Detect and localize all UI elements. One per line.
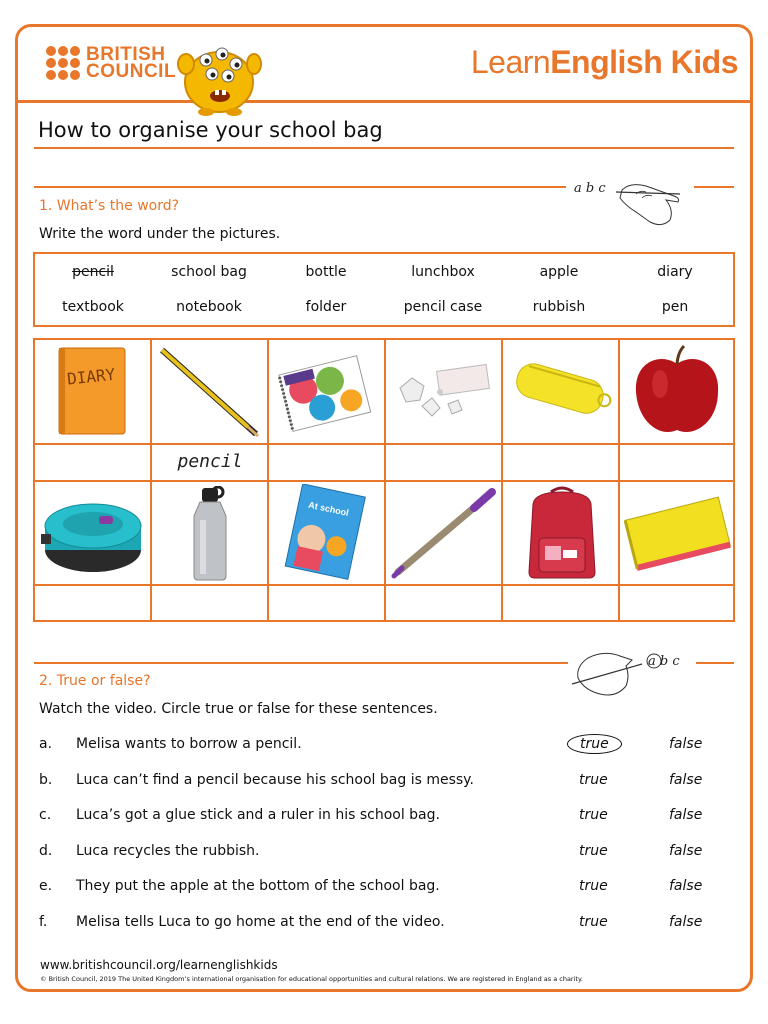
word-bank — [33, 252, 735, 327]
tf-sentence: Luca can’t find a pencil because his school bag is messy. — [76, 772, 474, 788]
writing-hand-icon — [570, 172, 690, 232]
false-option[interactable]: false — [669, 772, 703, 788]
true-option[interactable]: true — [579, 914, 608, 930]
tf-item-f — [39, 914, 729, 934]
tf-sentence: Luca recycles the rubbish. — [76, 843, 260, 859]
word-textbook: textbook — [62, 299, 124, 315]
answer-cell-bottle[interactable] — [152, 586, 269, 620]
answer-cell-school-bag[interactable] — [503, 586, 620, 620]
folder-icon — [624, 494, 732, 574]
tf-sentence: They put the apple at the bottom of the school bag. — [76, 878, 440, 894]
word-apple: apple — [539, 264, 579, 280]
diary-cover-text: DIARY — [66, 364, 117, 389]
logo-line2: COUNCIL — [86, 61, 177, 82]
tf-letter: e. — [39, 878, 53, 894]
notebook-icon — [275, 354, 379, 434]
true-option-circled[interactable]: true — [567, 734, 622, 754]
false-option[interactable]: false — [669, 843, 703, 859]
word-diary: diary — [657, 264, 693, 280]
word-school-bag: school bag — [171, 264, 247, 280]
section2-rule-left — [34, 662, 568, 664]
picture-cell-folder — [620, 482, 735, 586]
logo-line1: BRITISH — [86, 44, 166, 65]
false-option[interactable]: false — [669, 914, 703, 930]
picture-cell-lunchbox — [35, 482, 152, 586]
word-notebook: notebook — [176, 299, 242, 315]
answer-cell-apple[interactable] — [620, 445, 735, 482]
answer-cell-pen[interactable] — [386, 586, 503, 620]
picture-cell-apple — [620, 340, 735, 445]
tf-item-c — [39, 807, 729, 827]
lunchbox-icon — [39, 490, 147, 578]
picture-cell-rubbish — [386, 340, 503, 445]
diary-icon — [53, 346, 133, 438]
answer-cell-pencil-case[interactable] — [503, 445, 620, 482]
section1-rule-right — [694, 186, 734, 188]
picture-cell-diary — [35, 340, 152, 445]
word-bottle: bottle — [305, 264, 347, 280]
logo-dots — [46, 46, 80, 80]
section1-title: 1. What’s the word? — [39, 198, 180, 214]
bottle-icon — [186, 486, 236, 582]
word-pen: pen — [661, 299, 689, 315]
tf-sentence: Melisa wants to borrow a pencil. — [76, 736, 302, 752]
footer-url-link[interactable]: www.britishcouncil.org/learnenglishkids — [40, 958, 278, 972]
writing-hand-circle-icon — [570, 644, 694, 706]
answer-cell-notebook[interactable] — [269, 445, 386, 482]
answer-cell-lunchbox[interactable] — [35, 586, 152, 620]
true-option[interactable]: true — [579, 878, 608, 894]
answer-cell-diary[interactable] — [35, 445, 152, 482]
false-option[interactable]: false — [669, 736, 703, 752]
page-title: How to organise your school bag — [38, 118, 383, 142]
picture-cell-bottle — [152, 482, 269, 586]
tf-item-b — [39, 772, 729, 792]
false-option[interactable]: false — [669, 878, 703, 894]
tf-item-e — [39, 878, 729, 898]
picture-cell-textbook — [269, 482, 386, 586]
false-option[interactable]: false — [669, 807, 703, 823]
picture-cell-pencil-case — [503, 340, 620, 445]
word-folder: folder — [305, 299, 347, 315]
textbook-cover-text: At school — [307, 499, 350, 518]
answer-cell-rubbish[interactable] — [386, 445, 503, 482]
word-pencil: pencil — [72, 264, 114, 280]
picture-cell-pencil — [152, 340, 269, 445]
section2-title: 2. True or false? — [39, 673, 151, 689]
tf-letter: c. — [39, 807, 52, 823]
word-rubbish: rubbish — [532, 299, 586, 315]
logo-learn: Learn — [470, 44, 551, 80]
pencil-case-icon — [509, 354, 613, 430]
section2-instruction: Watch the video. Circle true or false for these sentences. — [39, 701, 438, 717]
true-option[interactable]: true — [579, 772, 608, 788]
answer-cell-folder[interactable] — [620, 586, 735, 620]
tf-item-a — [39, 736, 729, 756]
tf-sentence: Luca’s got a glue stick and a ruler in his school bag. — [76, 807, 440, 823]
tf-letter: d. — [39, 843, 53, 859]
british-council-logo — [46, 46, 176, 80]
apple-icon — [630, 344, 724, 440]
true-option[interactable]: true — [579, 843, 608, 859]
rubbish-icon — [392, 358, 496, 426]
title-underline — [34, 147, 734, 149]
header-divider — [18, 100, 750, 103]
picture-cell-pen — [386, 482, 503, 586]
tf-item-d — [39, 843, 729, 863]
logo-english-kids: English Kids — [550, 44, 738, 80]
tf-letter: b. — [39, 772, 53, 788]
true-option[interactable]: true — [579, 807, 608, 823]
word-lunchbox: lunchbox — [411, 264, 475, 280]
learnenglish-kids-logo — [471, 44, 738, 81]
picture-cell-school-bag — [503, 482, 620, 586]
monster-mascot-icon — [176, 36, 262, 116]
answer-cell-textbook[interactable] — [269, 586, 386, 620]
word-pencil-case: pencil case — [403, 299, 483, 315]
section1-instruction: Write the word under the pictures. — [39, 226, 281, 242]
pencil-icon — [156, 344, 264, 440]
textbook-icon — [277, 484, 377, 582]
answer-cell-pencil[interactable] — [152, 445, 269, 482]
tf-sentence: Melisa tells Luca to go home at the end of the video. — [76, 914, 445, 930]
picture-grid — [33, 338, 735, 622]
pen-icon — [390, 488, 498, 580]
abc-text-1: a b c — [574, 181, 606, 196]
tf-letter: a. — [39, 736, 53, 752]
answer-text: pencil — [177, 451, 243, 472]
section1-rule-left — [34, 186, 566, 188]
section2-rule-right — [696, 662, 734, 664]
school-bag-icon — [525, 484, 599, 582]
picture-cell-notebook — [269, 340, 386, 445]
abc-text-2: a b c — [648, 654, 680, 669]
tf-letter: f. — [39, 914, 48, 930]
footer-copyright: © British Council, 2019 The United Kingdom’s international organisation for educational opportunities and cultural relations. We are registered in England as a charity. — [40, 975, 583, 983]
